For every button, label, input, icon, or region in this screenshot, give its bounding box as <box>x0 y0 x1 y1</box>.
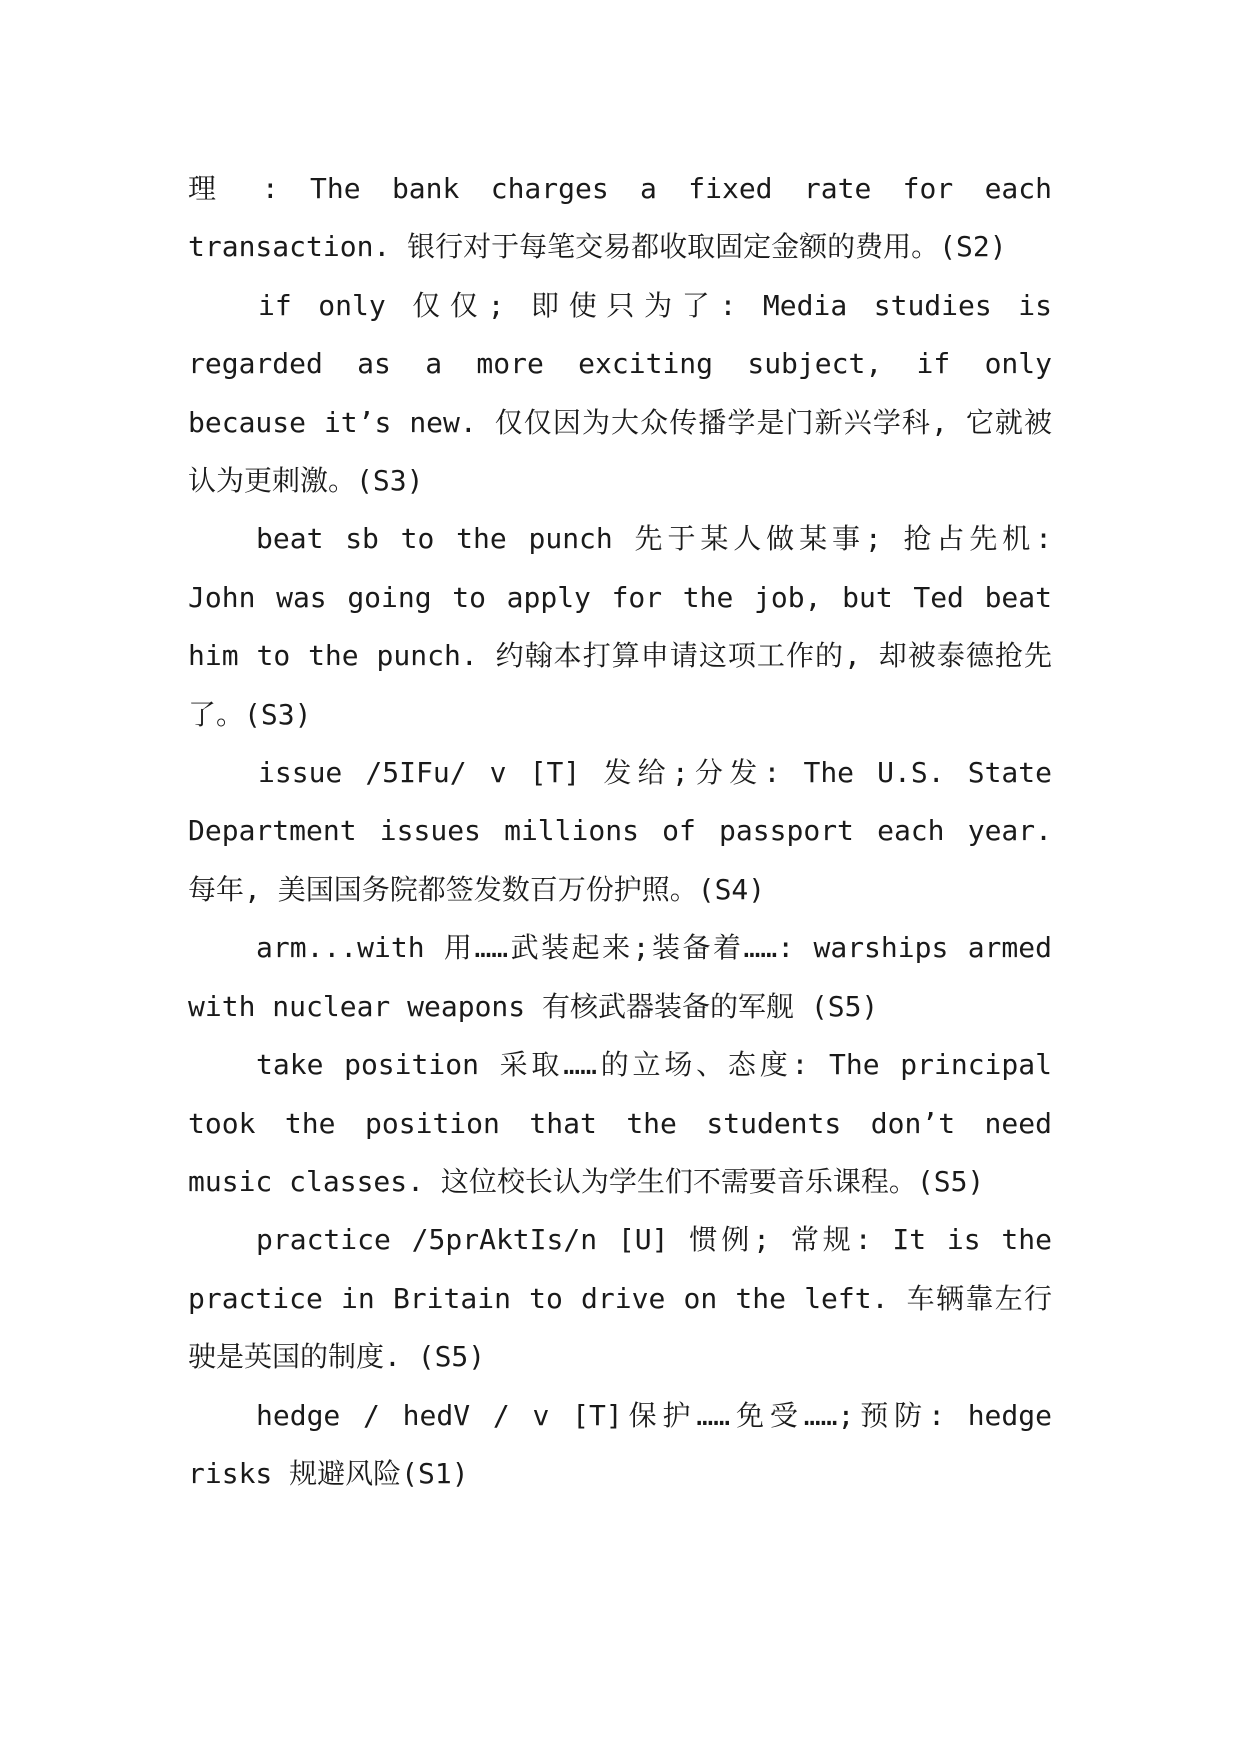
paragraph-take-position: take position 采取……的立场、态度: The principal took the position that the students don’t need music classes. 这位校长认为学生们不需要音乐课程。(S5) <box>188 1048 1052 1198</box>
paragraph-practice: practice /5prAktIs/n [U] 惯例; 常规: It is the practice in Britain to drive on the left. 车辆靠左行驶是英国的制度. (S5) <box>188 1223 1052 1374</box>
paragraph-arm-with: arm...with 用……武装起来;装备着……: warships armed with nuclear weapons 有核武器装备的军舰 (S5) <box>188 931 1052 1023</box>
document-body <box>188 160 1052 1503</box>
paragraph-issue: issue /5IFu/ v [T] 发给;分发: The U.S. State Department issues millions of passport each year. 每年, 美国国务院都签发数百万份护照。(S4) <box>188 756 1052 906</box>
paragraph-if-only: if only 仅仅; 即使只为了: Media studies is regarded as a more exciting subject, if only because it’s new. 仅仅因为大众传播学是门新兴学科, 它就被认为更刺激。(S3) <box>188 288 1052 498</box>
paragraph-fixed-rate: 理 : The bank charges a fixed rate for each transaction. 银行对于每笔交易都收取固定金额的费用。(S2) <box>188 172 1052 264</box>
paragraph-beat-to-the-punch: beat sb to the punch 先于某人做某事; 抢占先机: John was going to apply for the job, but Ted beat him to the punch. 约翰本打算申请这项工作的, 却被泰德抢先了。(S3) <box>188 522 1052 731</box>
paragraph-hedge: hedge / hedV / v [T]保护……免受……;预防: hedge risks 规避风险(S1) <box>188 1398 1052 1490</box>
